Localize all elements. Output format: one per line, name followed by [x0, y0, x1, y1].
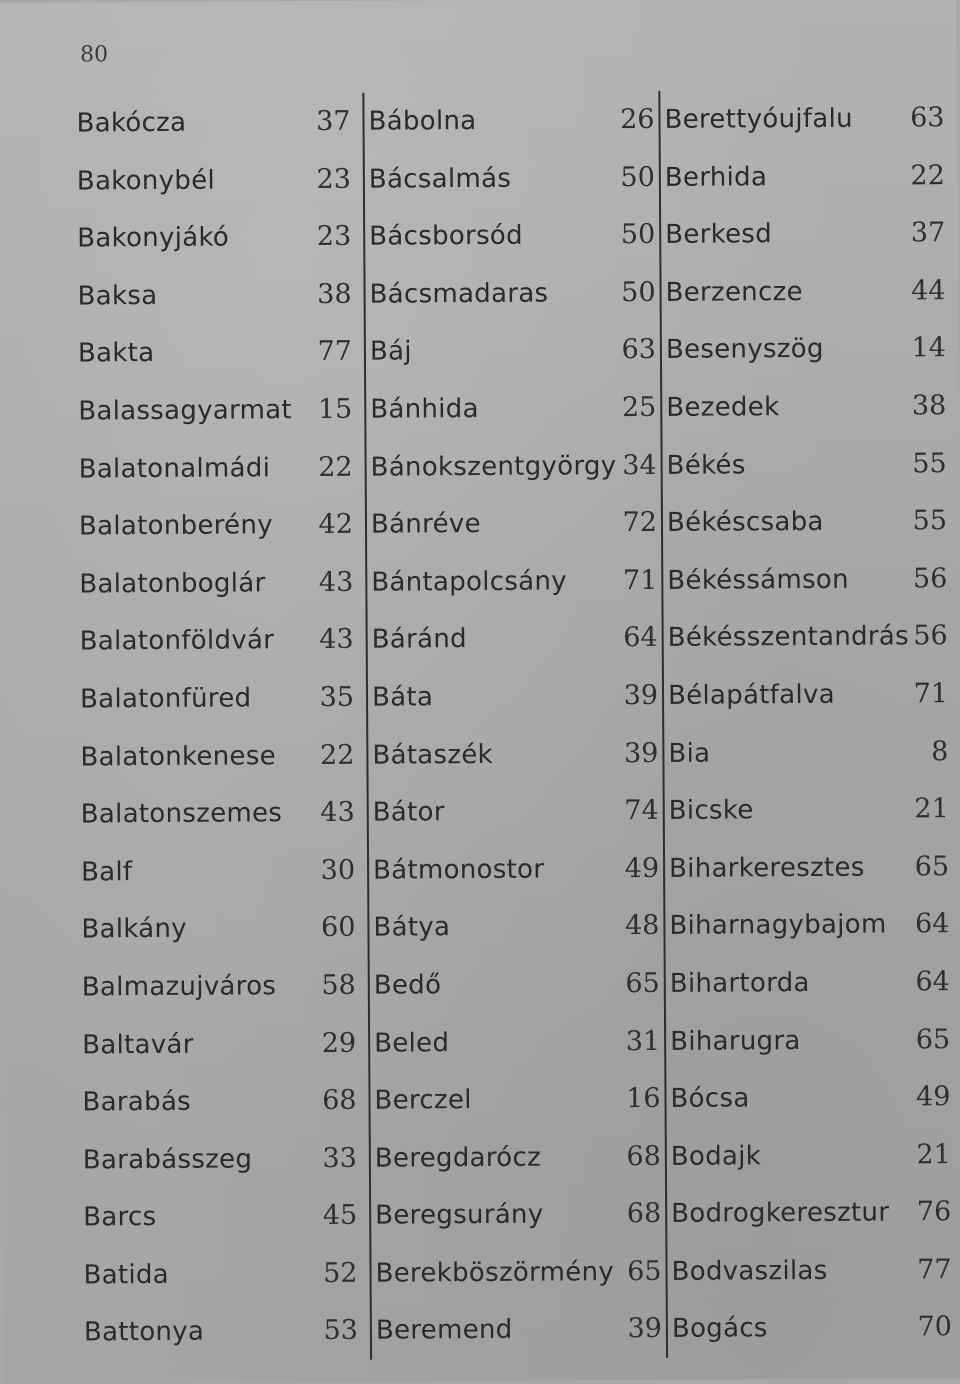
- place-name: Báránd: [371, 624, 467, 656]
- index-entry: [369, 264, 661, 323]
- page-ref: 50: [620, 219, 656, 251]
- page-ref: 68: [626, 1198, 662, 1230]
- page-ref: 71: [913, 678, 949, 710]
- index-entry: [84, 1302, 366, 1361]
- page-ref: 65: [914, 850, 950, 883]
- index-entry: [669, 780, 955, 839]
- page-ref: 60: [320, 912, 356, 944]
- page-ref: 43: [319, 624, 354, 656]
- place-name: Berekböszörmény: [375, 1257, 615, 1289]
- page-ref: 64: [623, 622, 658, 654]
- index-entry: [375, 1243, 667, 1302]
- place-name: Bátor: [372, 797, 445, 828]
- index-entry: [668, 607, 954, 666]
- page-ref: 71: [622, 564, 658, 596]
- page-ref: 50: [620, 161, 655, 193]
- place-name: Berkesd: [665, 219, 773, 251]
- place-name: Beregdarócz: [374, 1142, 542, 1174]
- page-ref: 15: [317, 393, 353, 425]
- place-name: Balf: [81, 856, 133, 888]
- place-name: Bihartorda: [669, 967, 810, 999]
- page-ref: 42: [318, 508, 354, 541]
- place-name: Békés: [666, 449, 746, 481]
- place-name: Bakonyjákó: [77, 222, 230, 254]
- page-ref: 37: [316, 105, 351, 137]
- place-name: Balatonkenese: [80, 740, 277, 772]
- place-name: Balmazujváros: [81, 971, 277, 1003]
- page-ref: 72: [622, 507, 658, 539]
- place-name: Bodvaszilas: [671, 1255, 828, 1287]
- page-ref: 43: [318, 566, 354, 598]
- page-ref: 37: [910, 217, 946, 249]
- place-name: Balatonszemes: [80, 798, 283, 830]
- index-entry: [371, 552, 663, 611]
- index-entry: [83, 1245, 365, 1304]
- place-name: Bácsmadaras: [369, 278, 549, 310]
- index-column-3: [658, 89, 958, 1358]
- place-name: Batida: [83, 1259, 170, 1291]
- index-entry: [672, 1299, 958, 1358]
- page-ref: 22: [318, 451, 353, 483]
- index-entry: [83, 1129, 365, 1188]
- index-entry: [81, 841, 363, 900]
- place-name: Balkány: [81, 914, 188, 945]
- index-entry: [373, 840, 665, 899]
- page-ref: 39: [627, 1313, 662, 1345]
- index-entry: [78, 323, 360, 382]
- index-entry: [370, 436, 662, 495]
- page-ref: 48: [624, 910, 660, 942]
- index-entry: [373, 782, 665, 841]
- page-ref: 43: [320, 796, 355, 829]
- page-number: 80: [80, 42, 109, 68]
- index-entry: [374, 1070, 666, 1129]
- place-name: Barabásszeg: [82, 1144, 253, 1176]
- page-ref: 44: [911, 274, 946, 307]
- place-name: Biharkeresztes: [668, 852, 865, 884]
- index-entry: [372, 667, 664, 726]
- page-ref: 63: [910, 102, 945, 134]
- index-entry: [79, 553, 361, 612]
- index-entry: [82, 1014, 364, 1073]
- index-entry: [372, 609, 664, 668]
- page-ref: 45: [322, 1200, 358, 1232]
- place-name: Bátya: [373, 912, 451, 943]
- page-ref: 70: [917, 1311, 952, 1343]
- place-name: Bodajk: [670, 1140, 762, 1172]
- page-ref: 68: [626, 1140, 661, 1172]
- index-entry: [82, 957, 364, 1016]
- index-entry: [80, 669, 362, 728]
- page-ref: 55: [912, 505, 948, 537]
- index-entry: [665, 147, 951, 206]
- page-ref: 38: [911, 390, 947, 422]
- index-entry: [671, 1241, 957, 1300]
- place-name: Biharugra: [670, 1025, 801, 1057]
- index-entry: [372, 724, 664, 783]
- place-name: Bedő: [373, 970, 442, 1001]
- index-entry: [668, 723, 954, 782]
- place-name: Balatonföldvár: [79, 625, 275, 657]
- page-ref: 77: [917, 1254, 952, 1286]
- page-ref: 38: [317, 278, 352, 310]
- page-ref: 29: [321, 1027, 357, 1059]
- page-ref: 23: [316, 163, 351, 195]
- page-ref: 52: [323, 1257, 358, 1289]
- page-ref: 76: [916, 1196, 952, 1228]
- index-entry: [371, 494, 663, 553]
- place-name: Bicske: [668, 795, 754, 826]
- page-ref: 65: [627, 1255, 662, 1287]
- index-entry: [666, 319, 952, 378]
- place-name: Barabás: [82, 1086, 192, 1118]
- place-name: Bélapátfalva: [667, 679, 835, 711]
- index-entry: [669, 838, 955, 897]
- place-name: Bakta: [77, 338, 155, 369]
- page-ref: 65: [915, 1023, 951, 1055]
- place-name: Balatonberény: [78, 510, 273, 542]
- index-entry: [77, 208, 359, 267]
- index-entry: [668, 665, 954, 724]
- index-entry: [77, 150, 359, 209]
- page-ref: 65: [625, 967, 660, 1000]
- index-entry: [375, 1128, 667, 1187]
- index-entry: [667, 550, 953, 609]
- place-name: Beregsurány: [375, 1199, 544, 1231]
- page-ref: 74: [624, 795, 659, 827]
- page-ref: 34: [622, 449, 657, 481]
- index-entry: [665, 204, 951, 263]
- place-name: Bácsborsód: [369, 220, 523, 252]
- index-entry: [376, 1300, 668, 1359]
- page-ref: 55: [912, 447, 947, 479]
- index-entry: [78, 438, 360, 497]
- index-entry: [664, 89, 950, 148]
- place-name: Bácsalmás: [368, 163, 512, 195]
- index-entry: [369, 148, 661, 207]
- index-entry: [374, 955, 666, 1014]
- place-name: Bezedek: [666, 392, 780, 423]
- place-name: Bánréve: [370, 509, 481, 540]
- place-name: Báta: [371, 682, 434, 713]
- place-name: Beremend: [375, 1315, 513, 1347]
- page-ref: 64: [914, 908, 950, 940]
- index-entry: [78, 381, 360, 440]
- page-ref: 14: [911, 332, 947, 364]
- index-entry: [370, 321, 662, 380]
- page-ref: 23: [316, 220, 352, 253]
- place-name: Bogács: [671, 1313, 768, 1345]
- index-entry: [79, 496, 361, 555]
- place-name: Bátmonostor: [373, 854, 545, 886]
- place-name: Battonya: [83, 1317, 205, 1348]
- index-entry: [81, 784, 363, 843]
- index-column-1: [76, 93, 366, 1362]
- index-entry: [83, 1187, 365, 1246]
- page-ref: 33: [322, 1142, 357, 1174]
- index-entry: [373, 897, 665, 956]
- index-entry: [76, 93, 358, 152]
- page-ref: 25: [621, 391, 657, 424]
- place-name: Balatonfüred: [79, 683, 252, 715]
- index-entry: [666, 435, 952, 494]
- page-ref: 21: [916, 1138, 951, 1171]
- page-ref: 58: [321, 969, 356, 1001]
- place-name: Bátaszék: [372, 739, 494, 771]
- index-entry: [370, 379, 662, 438]
- place-name: Bábolna: [368, 106, 477, 137]
- index-entry: [671, 1183, 957, 1242]
- place-name: Barcs: [83, 1202, 157, 1233]
- index-entry: [82, 1072, 364, 1131]
- page-ref: 56: [913, 620, 948, 652]
- page-ref: 30: [320, 854, 356, 886]
- place-name: Berzencze: [665, 276, 803, 308]
- place-name: Balatonalmádi: [78, 452, 271, 485]
- index-entry: [669, 895, 955, 954]
- page-ref: 21: [914, 793, 949, 825]
- index-entry: [670, 953, 956, 1012]
- index-entry: [670, 1011, 956, 1070]
- place-name: Bia: [668, 738, 711, 769]
- place-name: Békéscsaba: [666, 507, 824, 539]
- index-entry: [368, 91, 660, 150]
- place-name: Békéssámson: [667, 564, 849, 596]
- index-entry: [374, 1012, 666, 1071]
- page-ref: 31: [625, 1025, 661, 1057]
- page-ref: 22: [319, 739, 355, 771]
- place-name: Bánokszentgyörgy: [370, 450, 617, 483]
- index-entry: [80, 611, 362, 670]
- place-name: Balatonboglár: [79, 568, 266, 600]
- index-entry: [667, 492, 953, 551]
- place-name: Balassagyarmat: [78, 395, 293, 427]
- place-name: Bodrogkeresztur: [671, 1197, 890, 1230]
- page-ref: 56: [912, 562, 948, 595]
- index-entry: [369, 206, 661, 265]
- page-ref: 64: [915, 966, 950, 998]
- place-name: Bakonybél: [76, 165, 216, 197]
- place-name: Biharnagybajom: [669, 909, 887, 942]
- place-name: Baksa: [77, 280, 158, 312]
- index-entry: [666, 377, 952, 436]
- index-column-2: [362, 91, 668, 1360]
- page-ref: 63: [621, 334, 657, 366]
- index-entry: [375, 1185, 667, 1244]
- page-ref: 50: [621, 276, 656, 308]
- page-ref: 26: [620, 103, 655, 136]
- place-name: Berettyóujfalu: [664, 103, 853, 135]
- page-ref: 8: [931, 735, 949, 767]
- page-ref: 39: [623, 737, 659, 769]
- place-name: Békésszentandrás: [667, 621, 910, 654]
- page-ref: 35: [319, 681, 355, 713]
- index-entry: [671, 1126, 957, 1185]
- index-entry: [665, 262, 951, 321]
- page-ref: 22: [910, 159, 945, 191]
- page-ref: 49: [624, 852, 660, 884]
- place-name: Besenyszög: [665, 334, 824, 366]
- page-ref: 16: [626, 1082, 661, 1115]
- index-entry: [670, 1068, 956, 1127]
- place-name: Bócsa: [670, 1083, 750, 1114]
- page-ref: 39: [623, 679, 659, 712]
- index-entry: [80, 726, 362, 785]
- index-entry: [77, 266, 359, 325]
- place-name: Bánhida: [370, 393, 479, 425]
- place-name: Bakócza: [76, 107, 187, 139]
- page-ref: 53: [323, 1315, 359, 1347]
- place-name: Berczel: [374, 1085, 472, 1116]
- place-name: Bántapolcsány: [371, 566, 567, 598]
- place-name: Berhida: [664, 161, 768, 193]
- page-ref: 68: [322, 1084, 357, 1117]
- page-ref: 77: [317, 336, 353, 368]
- place-name: Baltavár: [82, 1029, 194, 1060]
- place-name: Beled: [374, 1027, 450, 1059]
- place-name: Báj: [369, 336, 412, 368]
- page-ref: 49: [916, 1081, 951, 1113]
- index-entry: [81, 899, 363, 958]
